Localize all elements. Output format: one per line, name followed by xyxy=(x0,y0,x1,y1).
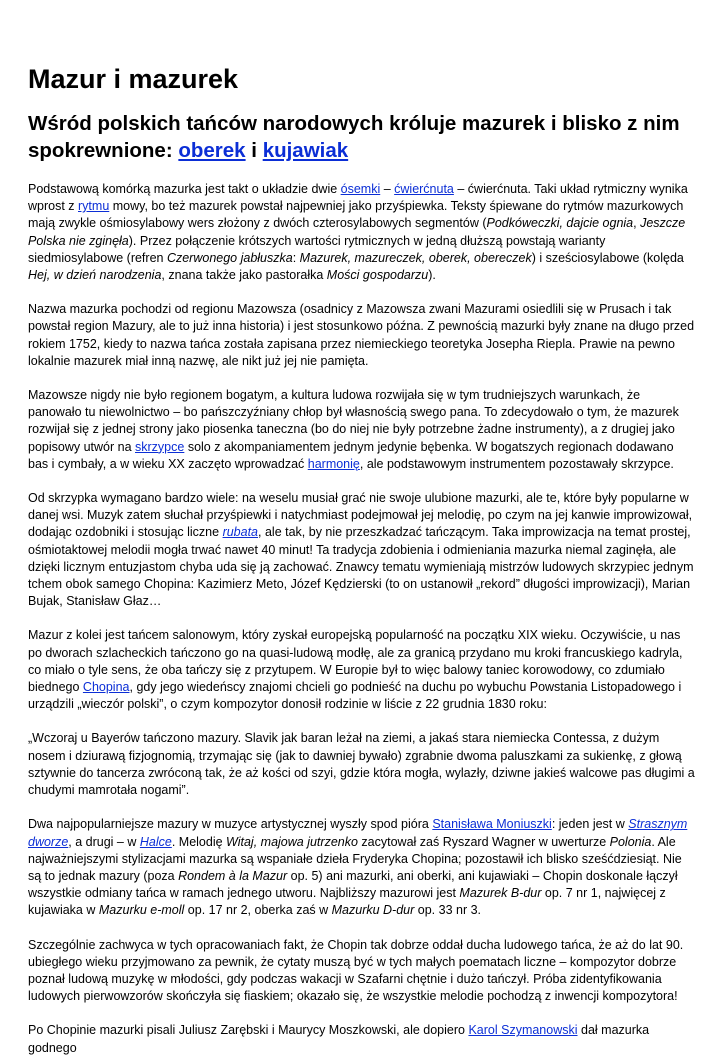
italic-title: Polonia xyxy=(609,834,652,849)
text: op. 5) ani mazurki, ani oberki, ani kujawiaki – Chopin doskonale łączył wszystkie odmiany tańca w ramach jednego utworu. Najbliższy mazurowi jest xyxy=(28,868,678,901)
italic-title: Jeszcze Polska nie zginęła xyxy=(28,216,686,248)
paragraph-art-mazurs xyxy=(28,816,696,919)
paragraph-fiddler xyxy=(28,490,696,610)
link-halka[interactable]: Halce xyxy=(139,834,172,849)
link-skrzypce[interactable]: skrzypce xyxy=(135,439,185,454)
text: mowy, bo też mazurek powstał najpewniej jako przyśpiewka. Teksty śpiewane do rytmów mazurkowych mają zwykle ośmiosylabowy wers złożony z dwóch czterosylabowych segmentów ( xyxy=(28,199,684,231)
subtitle-conjunction: i xyxy=(245,139,263,162)
text: solo z akompaniamentem jednym jedynie bębenka. W bogatszych regionach dodawano bas i cymbały, a w wieku XX zaczęto wprowadzać xyxy=(28,439,674,471)
italic-title: Hej, w dzień narodzenia xyxy=(28,268,162,283)
text: – xyxy=(380,182,395,196)
italic-title: Mazurku D-dur xyxy=(331,903,415,918)
link-cwiercnuta[interactable]: ćwierćnuta xyxy=(394,182,454,196)
text: , ale tak, by nie przeszkadzać tańczącym. Taka improwizacja na temat prostej, ośmiotaktowej melodii mogła trwać nawet 40 minut! Ta tradycja zdobienia i odmieniania mazurka niemal zaginęła, ale dzięki licznym entuzjastom chyba uda się ją zachować. Znawcy tematu wymieniają mistrzów ludowych skrzypiec jednym tchem obok samego Chopina: Kazimierz Meto, Józef Kędzierski (to on ustanowił „rekord” długości improwizacji), Marian Bujak, Stanisław Głaz… xyxy=(28,525,694,609)
link-chopina[interactable]: Chopina xyxy=(82,680,130,695)
text: op. 7 nr 1, najwięcej z kujawiaka w xyxy=(28,886,666,918)
text: ). xyxy=(428,268,436,283)
paragraph-chopin-folk: Szczególnie zachwyca w tych opracowaniach fakt, że Chopin tak dobrze oddał ducha ludowego tańca, że aż do lat 90. ubiegłego wieku przyjmowano za pewnik, że cytaty muszą być w tych małych poematach liczne – kompozytor dobrze poznał ludową muzykę w młodości, gdy podczas wakacji w Szafarni chętnie i dużo tańczył. Próba zidentyfikowania ludowych pierwowzorów skończyła się fiaskiem; okazało się, że wszystkie melodie pochodzą z inwencji kompozytora! xyxy=(28,937,684,1004)
italic-title: Mazurek, mazureczek, oberek, obereczek xyxy=(299,250,532,265)
italic-title: Mości gospodarzu xyxy=(326,268,429,283)
text: , ale podstawowym instrumentem pozostawały skrzypce. xyxy=(359,456,674,471)
text: . Ale najważniejszymi stylizacjami mazurka są wspaniałe dzieła Fryderyka Chopina; pozostawił ich blisko sześćdziesiąt. Nie są to jednak mazury (poza xyxy=(28,834,682,883)
italic-title: Czerwonego jabłuszka xyxy=(166,250,293,265)
text: , gdy jego wiedeńscy znajomi chcieli go podnieść na duchu po wybuchu Powstania Listopadowego i urządzili „wieczór polski”, o czym kompozytor donosił rodzinie w liście z 22 grudnia 1830 roku: xyxy=(28,680,682,712)
text: op. 17 nr 2, oberka zaś w xyxy=(184,903,332,918)
link-rubata[interactable]: rubata xyxy=(222,525,259,540)
quote-text: „Wczoraj u Bayerów tańczono mazury. Slavik jak baran leżał na ziemi, a jakaś stara niemiecka Contessa, z dużym nosem i dziurawą fizjognomią, trzymając się (jak to dawniej bywało) zgrabnie dwoma paluszkami za sukienkę, z głową sztywnie do tancerza zwróconą tak, że aż kości od szyi, gdzie która mogła, wylazły, dziwne jakieś walcowe pas długimi a chudymi mamrotała nogami”. xyxy=(28,731,695,798)
text: Mazur z kolei jest tańcem salonowym, który zyskał europejską popularność na początku XIX wieku. Oczywiście, u nas po dworach szlacheckich tańczono go na quasi-ludową modłę, ale za granicą przydano mu kroki francuskiego kadryla, co miało o tyle sens, że oba tańczy się z przytupem. W Europie był to więc balowy taniec korowodowy, co zdumiało biednego xyxy=(28,628,683,695)
paragraph-mazowsze xyxy=(28,387,696,473)
text: : jeden jest w xyxy=(551,817,629,832)
link-straszny-dwor[interactable]: Strasznym dworze xyxy=(28,817,688,849)
italic-title: Rondem à la Mazur xyxy=(178,868,288,883)
text: ) i sześciosylabowe (kolęda xyxy=(531,250,684,265)
text: – ćwierćnuta. Taki układ rytmiczny wynika wprost z xyxy=(28,182,688,214)
text: , znana także jako pastorałka xyxy=(161,268,327,283)
text: Od skrzypka wymagano bardzo wiele: na weselu musiał grać nie swoje ulubione mazurki, ale te, które były popularne w danej wsi. Muzyk zatem słuchał przyśpiewki i natychmiast podejmował jej melodię, po czym na jej kanwie improwizował, dodając ozdobniki i stosując liczne xyxy=(28,491,693,540)
text: zacytował zaś Ryszard Wagner w uwerturze xyxy=(357,834,610,849)
text: : xyxy=(292,250,300,265)
link-osemki[interactable]: ósemki xyxy=(340,182,381,196)
text: Po Chopinie mazurki pisali Juliusz Zarębski i Maurycy Moszkowski, ale dopiero xyxy=(28,1023,469,1038)
link-szymanowski[interactable]: Karol Szymanowski xyxy=(468,1023,578,1038)
paragraph-after-chopin xyxy=(28,1022,696,1056)
text: Mazowsze nigdy nie było regionem bogatym, a kultura ludowa rozwijała się w tym trudniejszych warunkach, że panowało tu niewolnictwo – bo pańszczyźniany chłop był własnością swego pana. To zdecydowało o tym, że mazurek rozwijał się z jednej strony jako piosenka taneczna (bo do niej nie były potrzebne żadne instrumenty), a z drugiej jako popisowy utwór na xyxy=(28,388,679,454)
text: dał mazurka godnego xyxy=(28,1023,650,1055)
link-oberek[interactable]: oberek xyxy=(178,139,246,162)
paragraph-name-origin: Nazwa mazurka pochodzi od regionu Mazowsza (osadnicy z Mazowsza zwani Mazurami osiedlili się w Prusach i tak powstał region Mazury, ale to już inna historia) i jest stosunkowo późna. Z pewnością mazurki były znane na długo przed rokiem 1752, kiedy to nazwa tańca została zapisana przez niemieckiego teoretyka Josepha Riepla. Prawie na pewno lokalnie mazurek miał inną nazwę, ale nikt już jej nie pamięta. xyxy=(28,302,695,368)
link-moniuszko[interactable]: Stanisława Moniuszki xyxy=(432,817,552,832)
link-rytmu[interactable]: rytmu xyxy=(78,199,110,214)
page-subtitle xyxy=(28,110,696,164)
subtitle-text: Wśród polskich tańców narodowych króluje mazurek i blisko z nim spokrewnione: xyxy=(28,112,680,162)
text: , a drugi – w xyxy=(68,834,140,849)
italic-title: Mazurek B-dur xyxy=(459,886,542,901)
link-kujawiak[interactable]: kujawiak xyxy=(262,139,349,162)
text: , xyxy=(633,216,641,231)
page-title: Mazur i mazurek xyxy=(28,64,239,94)
text: op. 33 nr 3. xyxy=(414,903,482,918)
paragraph-salon-mazur xyxy=(28,627,696,713)
italic-title: Witaj, majowa jutrzenko xyxy=(226,834,358,849)
text: Podstawową komórką mazurka jest takt o układzie dwie xyxy=(28,182,341,196)
text: . Melodię xyxy=(171,834,227,849)
paragraph-rhythm xyxy=(28,181,696,284)
chopin-quote xyxy=(28,730,696,799)
text: Dwa najpopularniejsze mazury w muzyce artystycznej wyszły spod pióra xyxy=(28,817,433,832)
italic-title: Podkóweczki, dajcie ognia xyxy=(486,216,634,231)
italic-title: Mazurku e-moll xyxy=(98,903,185,918)
link-harmonie[interactable]: harmonię xyxy=(307,456,360,471)
text: ). Przez połączenie krótszych wartości rytmicznych w jedną dłuższą powstają warianty siedmiosylabowe (refren xyxy=(28,233,606,265)
